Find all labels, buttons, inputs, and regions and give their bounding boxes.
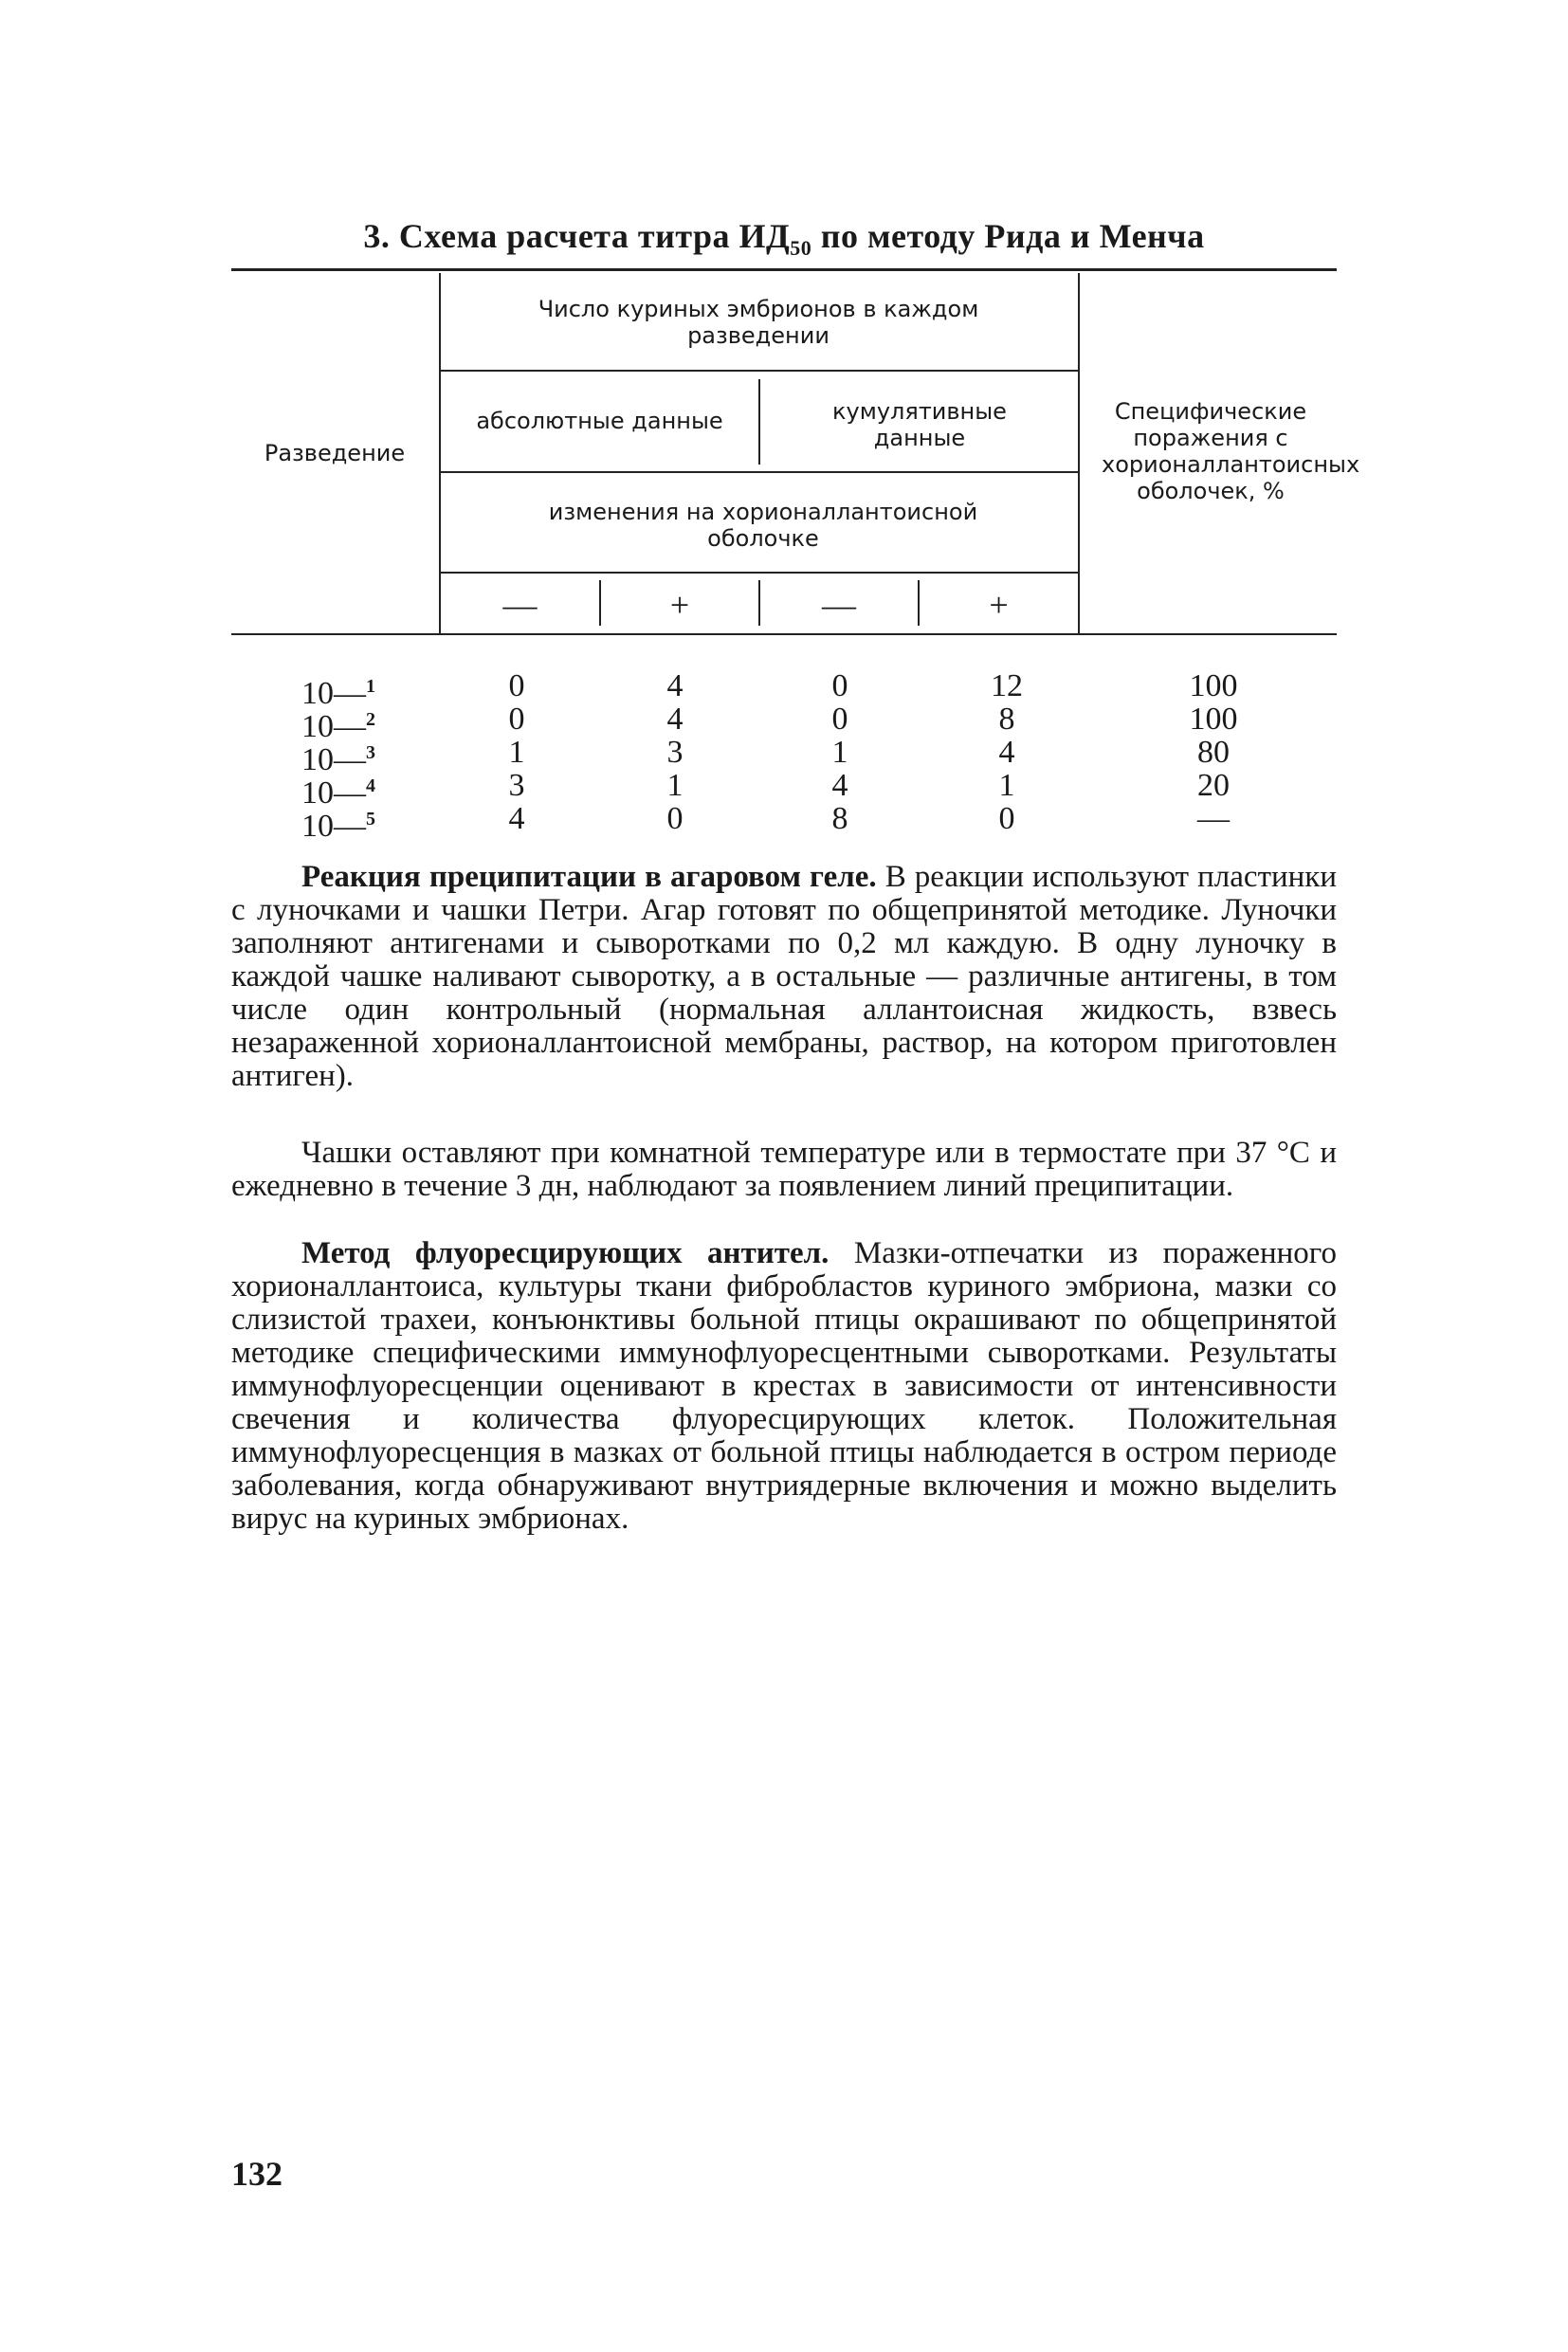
header-absolute: абсолютные данные	[476, 408, 723, 434]
cum-minus-cell: 0	[831, 668, 848, 703]
table-vertical-rule-3	[758, 379, 760, 465]
paragraph-text: Чашки оставляют при комнатной температуре или в термостате при 37 °С и ежедневно в течение 3 дн, наблюдают за появлением линий преципитации.	[231, 1136, 1337, 1203]
header-abs-plus: +	[669, 586, 690, 624]
dilution-base: 10—	[301, 676, 366, 711]
dilution-base: 10—	[301, 775, 366, 811]
dilution-exponent: 5	[366, 809, 375, 830]
cum-minus-cell: 4	[831, 768, 848, 803]
cum-plus-cell: 4	[998, 735, 1015, 770]
cum-plus-cell: 0	[998, 801, 1015, 836]
paragraph-heading: Реакция преципитации в агаровом геле.	[301, 860, 877, 894]
paragraph-text: В реакции используют пластинки с луночками и чашки Петри. Агар готовят по общепринятой методике. Луночки заполняют антигенами и сыворотками по 0,2 мл каждую. В одну луночку в каждой чашке наливают сыворотку, а в остальные — различные антигены, в том числе один контрольный (нормальная аллантоисная жидкость, взвесь незараженной хорионаллантоисной мембраны, раствор, на котором приготовлен антиген).	[231, 860, 1337, 1093]
header-changes: изменения на хорионаллантоисной оболочке	[548, 499, 978, 552]
table-title-suffix: по методу Рида и Менча	[811, 217, 1205, 255]
dilution-base: 10—	[301, 709, 366, 744]
cum-plus-cell: 1	[998, 768, 1015, 803]
abs-plus-cell: 1	[666, 768, 684, 803]
table-title-text: 3. Схема расчета титра ИД	[363, 217, 791, 255]
pct-cell: 80	[1197, 735, 1230, 770]
header-abs-minus: —	[502, 586, 538, 624]
abs-plus-cell: 3	[666, 735, 684, 770]
header-cum-minus: —	[822, 586, 856, 624]
table-vertical-rule-2	[1078, 273, 1080, 633]
paragraph-text: Мазки-отпечатки из пораженного хорионаллантоиса, культуры ткани фибробластов куриного эмбриона, мазки со слизистой трахеи, конъюнктивы больной птицы окрашивают по общепринятой методике специфическими иммунофлуоресцентными сыворотками. Результаты иммунофлуоресценции оценивают в крестах в зависимости от интенсивности свечения и количества флуоресцирующих клеток. Положительная иммунофлуоресценция в мазках от больной птицы наблюдается в остром периоде заболевания, когда обнаруживают внутриядерные включения и можно выделить вирус на куриных эмбрионах.	[231, 1236, 1337, 1536]
abs-plus-cell: 0	[666, 801, 684, 836]
cum-plus-cell: 8	[998, 702, 1015, 737]
dilution-exponent: 1	[366, 676, 375, 697]
header-dilution: Разведение	[264, 440, 406, 466]
header-specific: Специфические поражения с хорионаллантоисных оболочек, %	[1102, 398, 1360, 504]
header-cum-plus: +	[989, 586, 1009, 624]
dilution-cell	[301, 802, 375, 844]
pct-cell: 20	[1197, 768, 1230, 803]
table-title	[231, 216, 1337, 261]
abs-minus-cell: 3	[508, 768, 525, 803]
paragraph-heading: Метод флуоресцирующих антител.	[301, 1236, 830, 1270]
abs-plus-cell: 4	[666, 702, 684, 737]
abs-minus-cell: 4	[508, 801, 525, 836]
cum-minus-cell: 8	[831, 801, 848, 836]
pct-cell: —	[1197, 801, 1230, 836]
abs-plus-cell: 4	[666, 668, 684, 703]
abs-minus-cell: 0	[508, 668, 525, 703]
page-number: 132	[231, 2155, 283, 2193]
dilution-exponent: 4	[366, 775, 375, 796]
dilution-base: 10—	[301, 742, 366, 777]
abs-minus-cell: 0	[508, 702, 525, 737]
cum-minus-cell: 1	[831, 735, 848, 770]
pct-cell: 100	[1189, 702, 1238, 737]
abs-minus-cell: 1	[508, 735, 525, 770]
paragraph-precipitation	[231, 861, 1337, 1093]
table-vertical-rule-1	[439, 273, 441, 633]
table-rule-changes	[441, 572, 1078, 574]
cum-minus-cell: 0	[831, 702, 848, 737]
paragraph-incubation	[231, 1137, 1337, 1203]
table-title-subscript: 50	[790, 236, 812, 261]
table-rule-group	[441, 370, 1078, 372]
dilution-base: 10—	[301, 809, 366, 844]
dilution-exponent: 3	[366, 742, 375, 763]
dilution-exponent: 2	[366, 709, 375, 730]
cum-plus-cell: 12	[991, 668, 1023, 703]
header-cumulative: кумулятивные данные	[832, 398, 1007, 451]
table-top-rule	[231, 268, 1337, 271]
table-header-bottom-rule	[231, 633, 1337, 635]
header-group: Число куриных эмбрионов в каждом разведении	[538, 296, 979, 349]
pct-cell: 100	[1189, 668, 1238, 703]
paragraph-fluorescent-antibodies	[231, 1237, 1337, 1536]
table-rule-sub	[441, 471, 1078, 473]
